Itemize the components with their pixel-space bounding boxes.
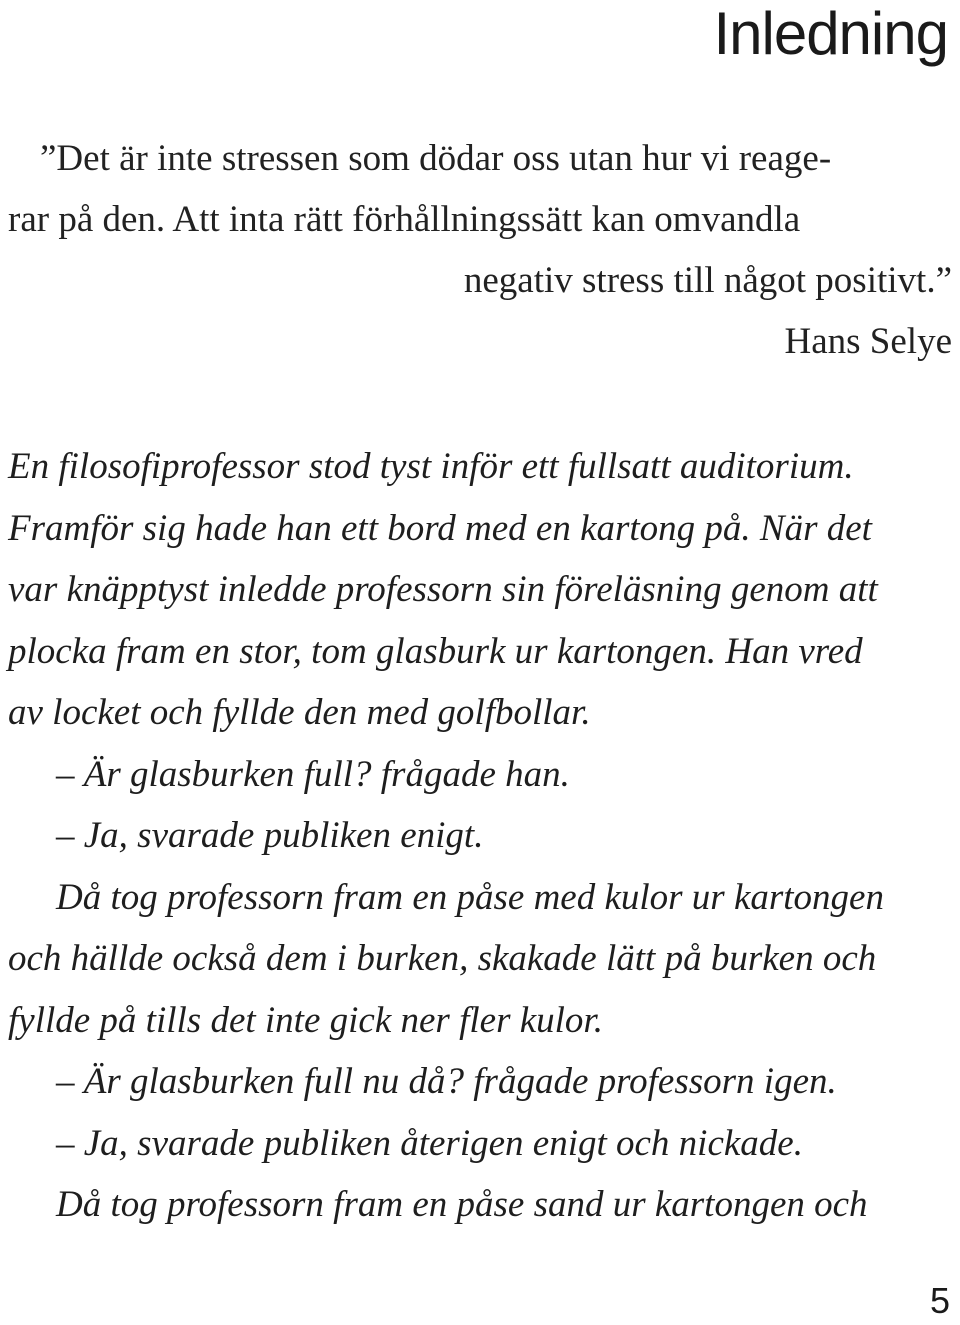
text-line: av locket och fyllde den med golfbollar. — [8, 692, 591, 733]
text-line: fyllde på tills det inte gick ner fler kulor. — [8, 999, 603, 1041]
chapter-title: Inledning — [713, 0, 948, 67]
epigraph-line: negativ stress till något positivt.” — [463, 260, 952, 301]
dialogue-line: – Ja, svarade publiken enigt. — [56, 815, 484, 856]
text-line: Framför sig hade han ett bord med en kartong på. När det — [8, 507, 872, 549]
text-line: och hällde också dem i burken, skakade lätt på burken och — [8, 938, 877, 979]
text-line: plocka fram en stor, tom glasburk ur kartongen. Han vred — [8, 630, 863, 672]
epigraph-line: rar på den. Att inta rätt förhållningssätt kan omvandla — [8, 199, 801, 240]
epigraph-author: Hans Selye — [784, 321, 952, 362]
text-line: var knäpptyst inledde professorn sin föreläsning genom att — [8, 569, 878, 610]
epigraph-line: ”Det är inte stressen som dödar oss utan hur vi reage- — [40, 138, 832, 179]
dialogue-line: – Ja, svarade publiken återigen enigt och nickade. — [56, 1122, 803, 1164]
text-line: Då tog professorn fram en påse med kulor ur kartongen — [56, 876, 884, 918]
body-text — [8, 436, 952, 1236]
text-line: Då tog professorn fram en påse sand ur kartongen och — [56, 1184, 868, 1225]
page-number: 5 — [929, 1280, 950, 1321]
text-line: En filosofiprofessor stod tyst inför ett fullsatt auditorium. — [8, 446, 854, 487]
dialogue-line: – Är glasburken full? frågade han. — [56, 753, 570, 795]
epigraph-quote — [8, 128, 952, 372]
dialogue-line: – Är glasburken full nu då? frågade professorn igen. — [56, 1061, 837, 1102]
